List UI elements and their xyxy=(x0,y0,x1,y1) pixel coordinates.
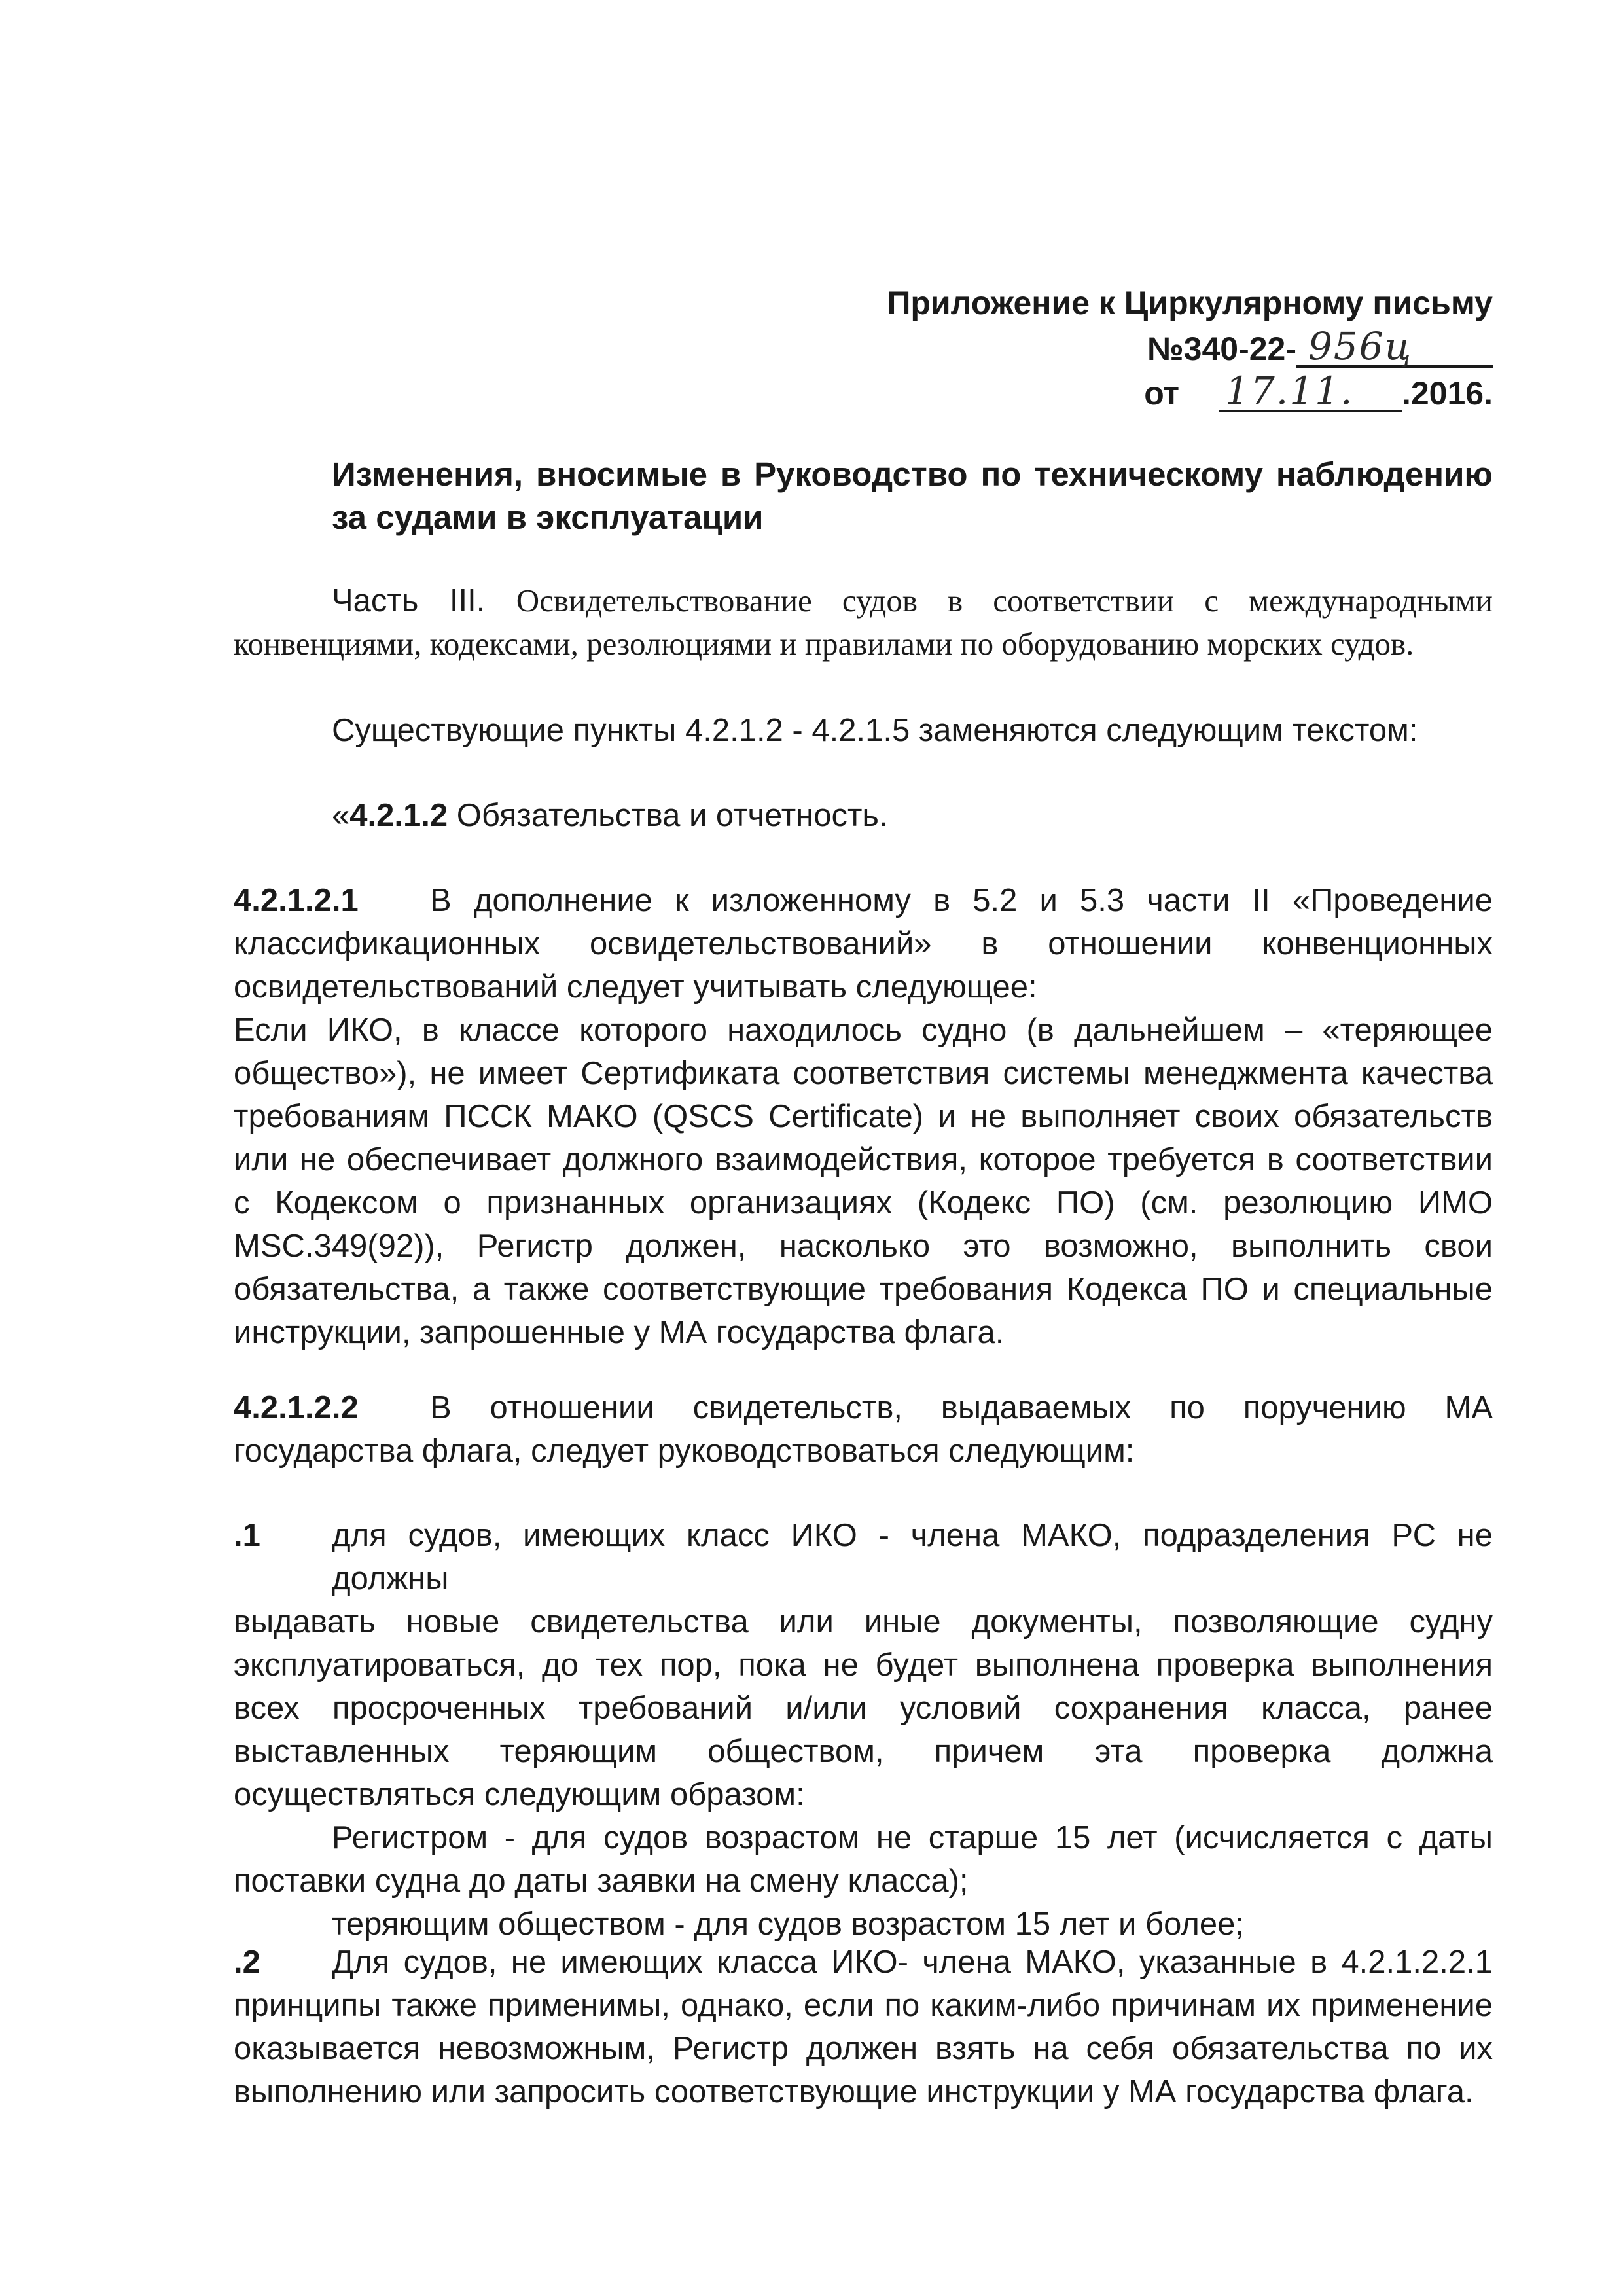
letter-number xyxy=(1147,324,1493,370)
p2-number: 4.2.1.2.2 xyxy=(234,1390,359,1426)
section-number: 4.2.1.2 xyxy=(349,798,448,833)
intro-text: Существующие пункты 4.2.1.2 - 4.2.1.5 заменяются следующим текстом: xyxy=(332,713,1418,748)
p1-first-line xyxy=(234,879,1493,922)
part-label: Часть xyxy=(332,583,419,619)
p1-line3: освидетельствований следует учитывать следующее: xyxy=(234,969,1037,1005)
p2-first-line xyxy=(234,1386,1493,1429)
letter-date-handwritten: 17.11. xyxy=(1224,368,1354,413)
part-text-line1: Освидетельствование судов в соответствии с международными xyxy=(516,583,1493,619)
part-heading-line1 xyxy=(234,579,1493,622)
appendix-heading-text: Приложение к Циркулярному письму xyxy=(887,285,1493,321)
paragraph-4-2-1-2-1 xyxy=(234,879,1493,1354)
section-title: Обязательства и отчетность. xyxy=(448,798,888,833)
p1-number: 4.2.1.2.1 xyxy=(234,883,359,918)
item2-first-line xyxy=(234,1941,1493,1984)
letter-date-prefix: от xyxy=(1144,375,1179,412)
item1-rest: выдавать новые свидетельства или иные документы, позволяющие судну эксплуатироваться, до тех пор, пока не будет выполнена проверка выполнения всех просроченных требований и/или условий сохранения класса, ранее выставленных теряющим обществом, причем эта проверка должна осуществляться следующим образом: xyxy=(234,1604,1493,1812)
list-item-1 xyxy=(234,1514,1493,1946)
item2-line1: Для судов, не имеющих класса ИКО- члена МАКО, указанные в 4.2.1.2.2.1 xyxy=(332,1945,1493,1980)
item2-number: .2 xyxy=(234,1945,260,1980)
part-heading xyxy=(234,579,1493,666)
p1-body: Если ИКО, в классе которого находилось судно (в дальнейшем – «теряющее общество»), не имеет Сертификата соответствия системы менеджмента качества требованиям ПССК МАКО (QSCS Certificate) и не выполняет своих обязательств или не обеспечивает должного взаимодействия, которое требуется в соответствии с Кодексом о признанных организациях (Кодекс ПО) (см. резолюцию ИМО MSC.349(92)), Регистр должен, насколько это возможно, выполнить свои обязательства, а также соответствующие требования Кодекса ПО и специальные инструкции, запрошенные у МА государства флага. xyxy=(234,1013,1493,1350)
item1-sub1: Регистром - для судов возрастом не старше 15 лет (исчисляется с даты поставки судна до даты заявки на смену класса); xyxy=(234,1820,1493,1899)
letter-date-field xyxy=(1219,368,1402,413)
item1-line1: для судов, имеющих класс ИКО - члена МАКО, подразделения РС не должны xyxy=(332,1518,1493,1596)
list-item-2 xyxy=(234,1941,1493,2113)
section-heading xyxy=(234,794,1493,837)
letter-number-prefix: №340-22- xyxy=(1147,331,1296,367)
item1-number: .1 xyxy=(234,1518,260,1553)
p2-line2: государства флага, следует руководствоваться следующим: xyxy=(234,1433,1135,1469)
p1-line1: В дополнение к изложенному в 5.2 и 5.3 части II «Проведение xyxy=(430,883,1493,918)
section-quote: « xyxy=(332,798,350,833)
letter-date xyxy=(1144,368,1493,415)
p2-line1: В отношении свидетельств, выдаваемых по поручению МА xyxy=(430,1390,1493,1426)
item1-sub2: теряющим обществом - для судов возрастом 15 лет и более; xyxy=(332,1907,1244,1942)
letter-number-field xyxy=(1296,324,1493,368)
document-title: Изменения, вносимые в Руководство по техническому наблюдению за судами в эксплуатации xyxy=(332,456,1493,536)
letter-number-handwritten: 956ц xyxy=(1308,324,1413,368)
letter-date-year: .2016. xyxy=(1401,375,1493,412)
part-roman: III. xyxy=(449,583,486,619)
item1-first-line xyxy=(234,1514,1493,1600)
part-text-line2: конвенциями, кодексами, резолюциями и правилами по оборудованию морских судов. xyxy=(234,626,1414,662)
paragraph-4-2-1-2-2 xyxy=(234,1386,1493,1473)
item2-rest: принципы также применимы, однако, если по каким-либо причинам их применение оказывается невозможным, Регистр должен взять на себя обязательства по их выполнению или запросить соответствующие инструкции у МА государства флага. xyxy=(234,1988,1493,2109)
appendix-heading xyxy=(887,281,1493,325)
p1-line2: классификационных освидетельствований» в отношении конвенционных xyxy=(234,926,1493,961)
